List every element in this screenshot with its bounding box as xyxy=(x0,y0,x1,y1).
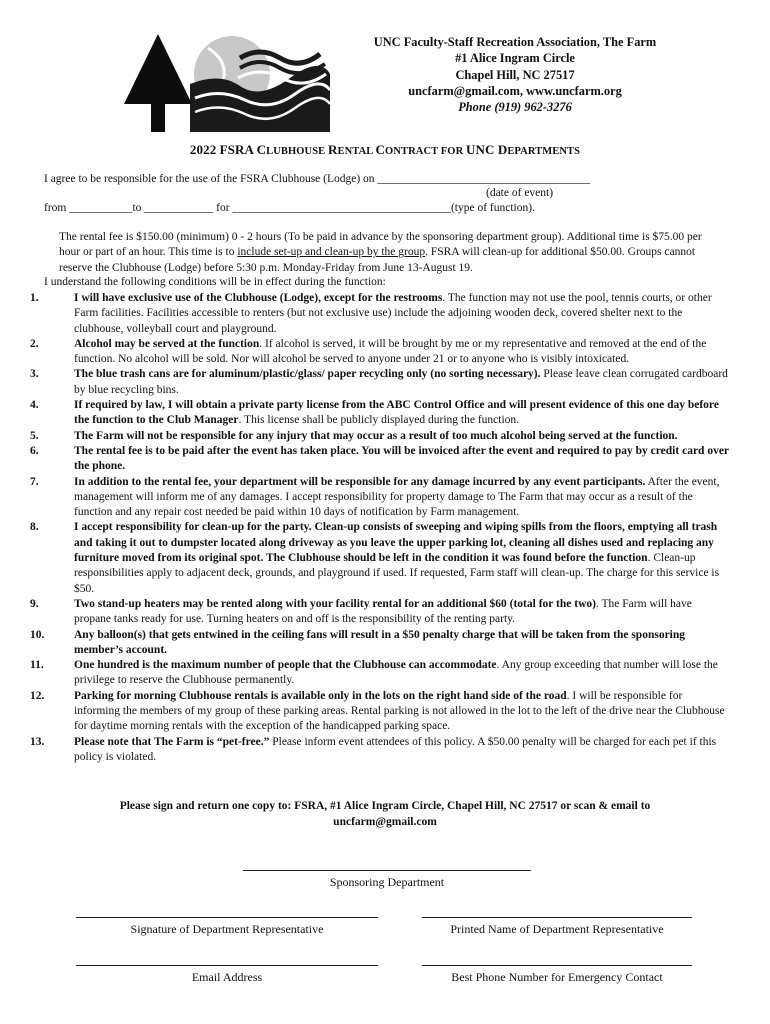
condition-bold-text: Alcohol may be served at the function xyxy=(74,337,260,350)
org-phone: Phone (919) 962-3276 xyxy=(458,100,572,115)
org-city: Chapel Hill, NC 27517 xyxy=(455,67,575,82)
condition-bold-text: I will have exclusive use of the Clubhouse (Lodge), except for the restrooms xyxy=(74,292,443,304)
condition-number: 11. xyxy=(30,659,44,672)
organization-header xyxy=(330,34,700,115)
condition-number: 4. xyxy=(30,399,39,412)
condition-number: 13. xyxy=(30,735,45,748)
condition-bold-text: If required by law, I will obtain a private party license from the ABC Control Office and will present evidence of this one day before the function to the Club Manager xyxy=(74,399,719,427)
condition-text: . The function may not use the pool, tennis courts, or other Farm facilities. Facilities accessible to renters (but not exclusive use) include the adjoining wooden deck, covered shelter next to the clubhouse, volleyball court and playground. xyxy=(74,292,712,335)
condition-bold-text: Parking for morning Clubhouse rentals is available only in the lots on the right hand side of the road xyxy=(74,689,567,702)
condition-item xyxy=(30,429,730,444)
agreement-time-line[interactable]: from ___________to ____________ for ______________________________________(type of function). xyxy=(44,202,535,214)
condition-item xyxy=(30,689,730,735)
page-title: 2022 FSRA CLUBHOUSE RENTAL CONTRACT FOR UNC DEPARTMENTS xyxy=(189,142,581,157)
condition-item xyxy=(30,444,730,475)
condition-bold-text: The blue trash cans are for aluminum/plastic/glass/ paper recycling only (no sorting necessary). xyxy=(74,368,541,381)
date-of-event-note: (date of event) xyxy=(486,187,554,199)
condition-item xyxy=(30,291,730,337)
condition-bold-text: The Farm will not be responsible for any injury that may occur as a result of too much alcohol being served at the function. xyxy=(74,429,678,442)
sponsoring-department-label: Sponsoring Department xyxy=(329,875,445,889)
condition-text: Please inform event attendees of this policy. A $50.00 penalty will be charged for each pet if this policy is violated. xyxy=(74,735,717,763)
signature-label: Signature of Department Representative xyxy=(130,922,324,936)
condition-bold-text: Please note that The Farm is “pet-free.” xyxy=(74,735,270,748)
condition-bold-text: Two stand-up heaters may be rented along with your facility rental for an additional $60 (total for the two) xyxy=(74,597,596,610)
condition-item xyxy=(30,628,730,659)
condition-item xyxy=(30,520,730,596)
condition-bold-text: One hundred is the maximum number of people that the Clubhouse can accommodate xyxy=(74,659,497,672)
condition-number: 8. xyxy=(30,521,39,534)
condition-item xyxy=(30,475,730,521)
org-contact: uncfarm@gmail.com, www.uncfarm.org xyxy=(408,83,622,98)
condition-text: . If alcohol is served, it will be brought by me or my representative and removed at the end of the function. No alcohol will be sold. Nor will alcohol be served to anyone under 21 or to anyone who is visibly intoxicated. xyxy=(74,337,707,366)
printed-name-label: Printed Name of Department Representative xyxy=(450,922,664,936)
condition-item xyxy=(30,658,730,689)
signature-line[interactable] xyxy=(76,917,378,918)
printed-name-line[interactable] xyxy=(422,917,692,918)
return-instructions: Please sign and return one copy to: FSRA, #1 Alice Ingram Circle, Chapel Hill, NC 27517 or scan & email to uncfarm@gmail.com xyxy=(119,800,651,828)
condition-text: . Any group exceeding that number will lose the privilege to reserve the Clubhouse permanently. xyxy=(74,659,718,687)
condition-bold-text: I accept responsibility for clean-up for the party. Clean-up consists of sweeping and wiping spills from the floors, emptying all trash and taking it out to dumpster located along driveway as you leave the upper parking lot, cleaning all dishes used and replacing any furniture moved from its original spot. The Clubhouse should be left in the condition it was found before the function xyxy=(74,521,718,565)
condition-number: 6. xyxy=(30,444,39,457)
email-line[interactable] xyxy=(76,965,378,966)
org-name: UNC Faculty-Staff Recreation Association, The Farm xyxy=(373,35,657,49)
condition-number: 2. xyxy=(30,337,39,350)
rental-fee-paragraph: The rental fee is $150.00 (minimum) 0 - 2 hours (To be paid in advance by the sponsoring department group). Additional time is $75.00 per hour or part of an hour. This time is to include set-up and clean-up by the group. FSRA will clean-up for additional $50.00. Groups cannot reserve the Clubhouse (Lodge) before 5:30 p.m. Monday-Friday from June 13-August 19. xyxy=(59,231,702,274)
email-label: Email Address xyxy=(191,970,263,984)
farm-logo xyxy=(120,28,330,138)
phone-line[interactable] xyxy=(422,965,692,966)
condition-bold-text: Any balloon(s) that gets entwined in the ceiling fans will result in a $50 penalty charge that will be taken from the sponsoring member’s account. xyxy=(74,628,686,656)
conditions-list xyxy=(30,291,730,765)
condition-number: 7. xyxy=(30,475,39,488)
condition-number: 1. xyxy=(30,292,39,304)
condition-number: 5. xyxy=(30,429,39,442)
condition-text: . The Farm will have propane tanks ready for use. Turning heaters on and off is the responsibility of the renting party. xyxy=(74,597,692,626)
org-address: #1 Alice Ingram Circle xyxy=(455,51,575,66)
condition-text: After the event, management will inform me of any damages. I accept responsibility for property damage to The Farm that may occur as a result of the function and any repair cost needed be paid within 10 days of notification by Farm management. xyxy=(74,475,720,519)
agreement-date-line[interactable]: I agree to be responsible for the use of the FSRA Clubhouse (Lodge) on _____________________________________ xyxy=(44,173,591,185)
condition-text: . Clean-up responsibilities apply to adjacent deck, grounds, and playground if used. If requested, Farm staff will clean-up. The charge for this service is $50. xyxy=(74,552,720,595)
condition-text: Please leave clean corrugated cardboard by blue recycling bins. xyxy=(74,368,728,396)
condition-number: 10. xyxy=(30,628,45,641)
condition-number: 12. xyxy=(30,689,45,702)
phone-label: Best Phone Number for Emergency Contact xyxy=(451,970,663,984)
condition-number: 3. xyxy=(30,368,39,381)
condition-text: . This license shall be publicly displayed during the function. xyxy=(238,414,520,427)
condition-text: . I will be responsible for informing the members of my group of these parking areas. Rental parking is not allowed in the lot to the left of the drive near the Clubhouse for daytime morning rentals with the exception of the handicapped parking space. xyxy=(74,689,725,733)
condition-item xyxy=(30,337,730,368)
condition-item xyxy=(30,398,730,429)
condition-bold-text: The rental fee is to be paid after the event has taken place. You will be invoiced after the event and required to pay by credit card over the phone. xyxy=(74,444,729,473)
sponsoring-department-line[interactable] xyxy=(243,870,531,871)
condition-number: 9. xyxy=(30,597,39,610)
condition-item xyxy=(30,367,730,398)
condition-item xyxy=(30,735,730,766)
condition-bold-text: In addition to the rental fee, your department will be responsible for any damage incurred by any event participants. xyxy=(74,475,646,488)
conditions-intro: I understand the following conditions will be in effect during the function: xyxy=(44,276,386,288)
condition-item xyxy=(30,597,730,628)
